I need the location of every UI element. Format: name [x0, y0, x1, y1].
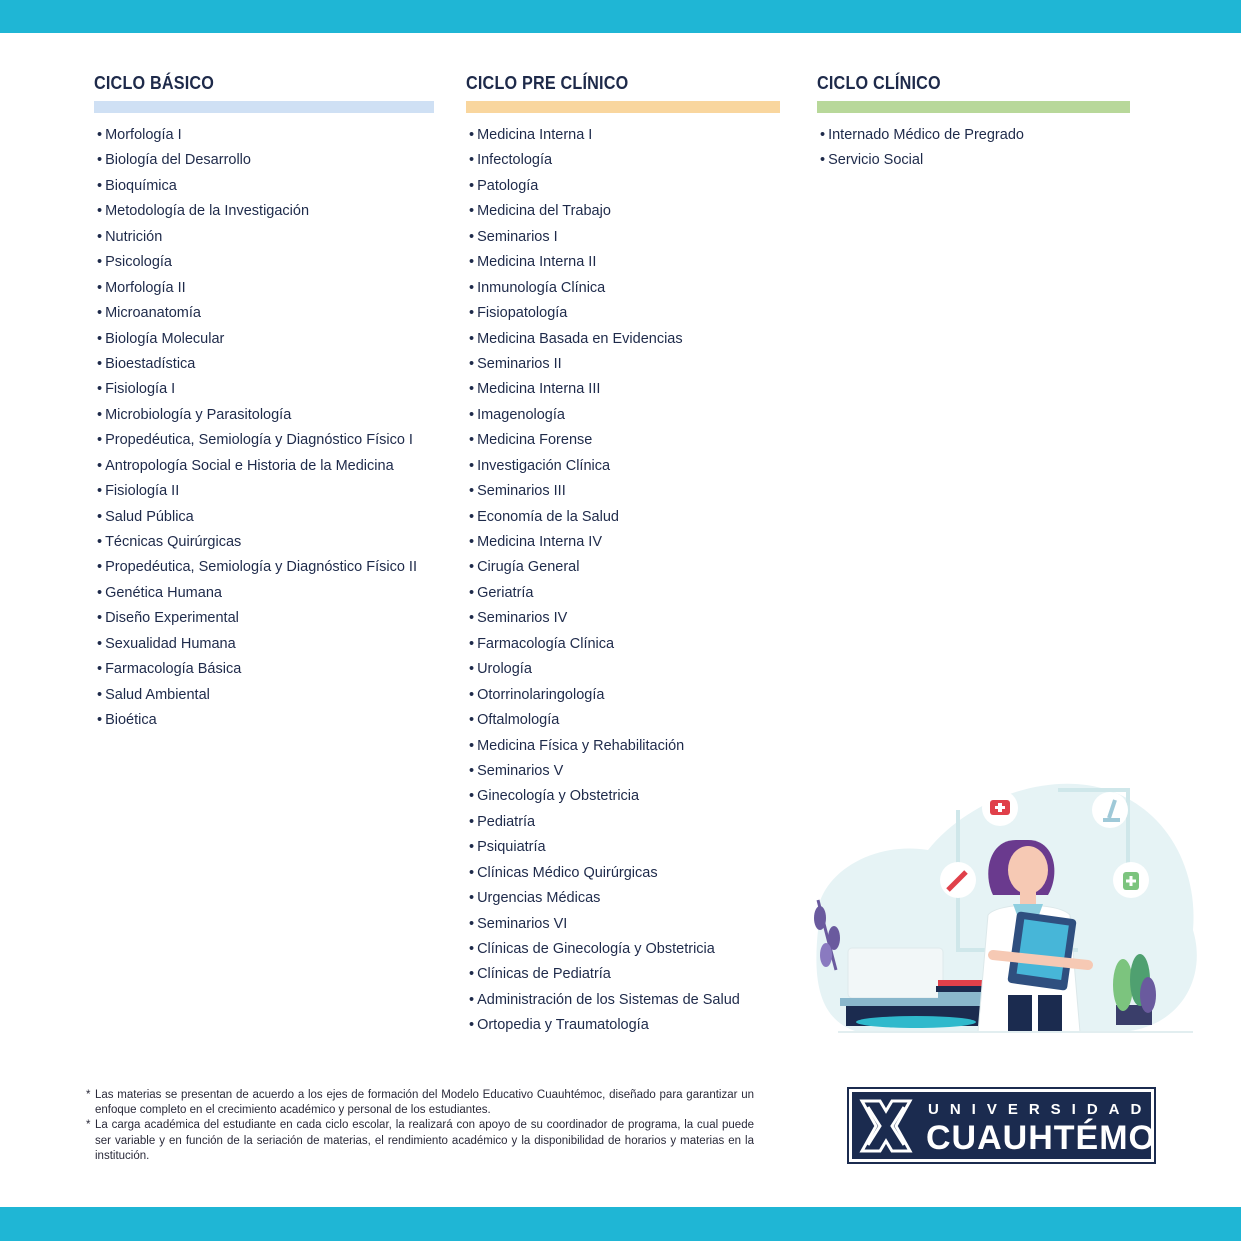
- subject-item: • Diseño Experimental: [94, 606, 434, 631]
- column-color-bar: [466, 101, 780, 113]
- subject-item: • Biología del Desarrollo: [94, 148, 434, 173]
- subject-item: • Clínicas Médico Quirúrgicas: [466, 861, 780, 886]
- subject-item: • Biología Molecular: [94, 327, 434, 352]
- subject-item: • Medicina del Trabajo: [466, 199, 780, 224]
- footnote: [86, 1088, 754, 1118]
- subject-item: • Bioética: [94, 708, 434, 733]
- subject-item: • Antropología Social e Historia de la Medicina: [94, 454, 434, 479]
- subject-item: • Propedéutica, Semiología y Diagnóstico Físico I: [94, 428, 434, 453]
- subject-item: • Servicio Social: [817, 148, 1130, 173]
- subject-item: • Morfología I: [94, 123, 434, 148]
- footnote-marker: *: [86, 1089, 91, 1101]
- subject-item: • Medicina Forense: [466, 428, 780, 453]
- subject-item: • Imagenología: [466, 403, 780, 428]
- subject-item: • Sexualidad Humana: [94, 632, 434, 657]
- subject-item: • Seminarios II: [466, 352, 780, 377]
- footnote-text: Las materias se presentan de acuerdo a los ejes de formación del Modelo Educativo Cuauhtémoc, diseñado para garantizar un enfoque completo en el crecimiento académico y personal de los estudiantes.: [95, 1089, 754, 1117]
- universidad-cuauhtemoc-logo: [847, 1087, 1182, 1164]
- subject-item: • Medicina Interna IV: [466, 530, 780, 555]
- logo-name-text: CUAUHTÉMOC: [926, 1119, 1182, 1157]
- subject-item: • Salud Pública: [94, 505, 434, 530]
- subject-item: • Fisiología II: [94, 479, 434, 504]
- logo-mark-icon: [858, 1097, 914, 1155]
- subject-item: • Administración de los Sistemas de Salud: [466, 988, 780, 1013]
- subject-item: • Seminarios III: [466, 479, 780, 504]
- subject-item: • Seminarios I: [466, 225, 780, 250]
- subject-item: • Cirugía General: [466, 555, 780, 580]
- subject-item: • Medicina Basada en Evidencias: [466, 327, 780, 352]
- column-ciclo-clinico: [817, 72, 1130, 174]
- subject-item: • Oftalmología: [466, 708, 780, 733]
- column-ciclo-basico: [94, 72, 434, 734]
- subject-item: • Seminarios IV: [466, 606, 780, 631]
- subject-item: • Propedéutica, Semiología y Diagnóstico Físico II: [94, 555, 434, 580]
- subject-item: • Internado Médico de Pregrado: [817, 123, 1130, 148]
- logo-panel: [852, 1092, 1182, 1159]
- subject-item: • Clínicas de Ginecología y Obstetricia: [466, 937, 780, 962]
- subject-item: • Microanatomía: [94, 301, 434, 326]
- subject-item: • Inmunología Clínica: [466, 276, 780, 301]
- doctor-illustration: [798, 770, 1210, 1052]
- subject-item: • Medicina Interna III: [466, 377, 780, 402]
- subject-item: • Salud Ambiental: [94, 683, 434, 708]
- subject-item: • Seminarios V: [466, 759, 780, 784]
- subject-item: • Psicología: [94, 250, 434, 275]
- subject-item: • Fisiología I: [94, 377, 434, 402]
- subject-item: • Psiquiatría: [466, 835, 780, 860]
- subject-item: • Metodología de la Investigación: [94, 199, 434, 224]
- subject-item: • Urgencias Médicas: [466, 886, 780, 911]
- footnotes: [86, 1088, 754, 1164]
- subject-item: • Medicina Interna II: [466, 250, 780, 275]
- subject-item: • Ginecología y Obstetricia: [466, 784, 780, 809]
- subject-item: • Urología: [466, 657, 780, 682]
- column-ciclo-pre-clinico: [466, 72, 780, 1039]
- subject-item: • Geriatría: [466, 581, 780, 606]
- subject-item: • Patología: [466, 174, 780, 199]
- subject-item: • Bioestadística: [94, 352, 434, 377]
- subject-item: • Economía de la Salud: [466, 505, 780, 530]
- column-title: CICLO CLÍNICO: [817, 73, 941, 93]
- subject-item: • Otorrinolaringología: [466, 683, 780, 708]
- subject-item: • Medicina Interna I: [466, 123, 780, 148]
- subject-list: [466, 123, 780, 1039]
- subject-item: • Bioquímica: [94, 174, 434, 199]
- subject-list: [94, 123, 434, 734]
- subject-item: • Seminarios VI: [466, 912, 780, 937]
- subject-item: • Pediatría: [466, 810, 780, 835]
- footnote-text: La carga académica del estudiante en cada ciclo escolar, la realizará con apoyo de su coordinador de programa, la cual puede ser variable y en función de la seriación de materias, el rendimiento académico y la disponibilidad de horarios y materias en la institución.: [95, 1119, 754, 1162]
- subject-item: • Farmacología Básica: [94, 657, 434, 682]
- subject-item: • Investigación Clínica: [466, 454, 780, 479]
- subject-item: • Ortopedia y Traumatología: [466, 1013, 780, 1038]
- subject-list: [817, 123, 1130, 174]
- subject-item: • Medicina Física y Rehabilitación: [466, 734, 780, 759]
- column-color-bar: [817, 101, 1130, 113]
- subject-item: • Fisiopatología: [466, 301, 780, 326]
- footnote: [86, 1118, 754, 1164]
- top-band: [0, 0, 1241, 33]
- column-title: CICLO BÁSICO: [94, 73, 215, 93]
- subject-item: • Genética Humana: [94, 581, 434, 606]
- footnote-marker: *: [86, 1119, 91, 1132]
- subject-item: • Morfología II: [94, 276, 434, 301]
- subject-item: • Infectología: [466, 148, 780, 173]
- bottom-band: [0, 1207, 1241, 1241]
- column-title: CICLO PRE CLÍNICO: [466, 73, 629, 93]
- subject-item: • Microbiología y Parasitología: [94, 403, 434, 428]
- subject-item: • Farmacología Clínica: [466, 632, 780, 657]
- logo-university-text: UNIVERSIDAD: [928, 1101, 1153, 1118]
- subject-item: • Clínicas de Pediatría: [466, 962, 780, 987]
- subject-item: • Técnicas Quirúrgicas: [94, 530, 434, 555]
- subject-item: • Nutrición: [94, 225, 434, 250]
- column-color-bar: [94, 101, 434, 113]
